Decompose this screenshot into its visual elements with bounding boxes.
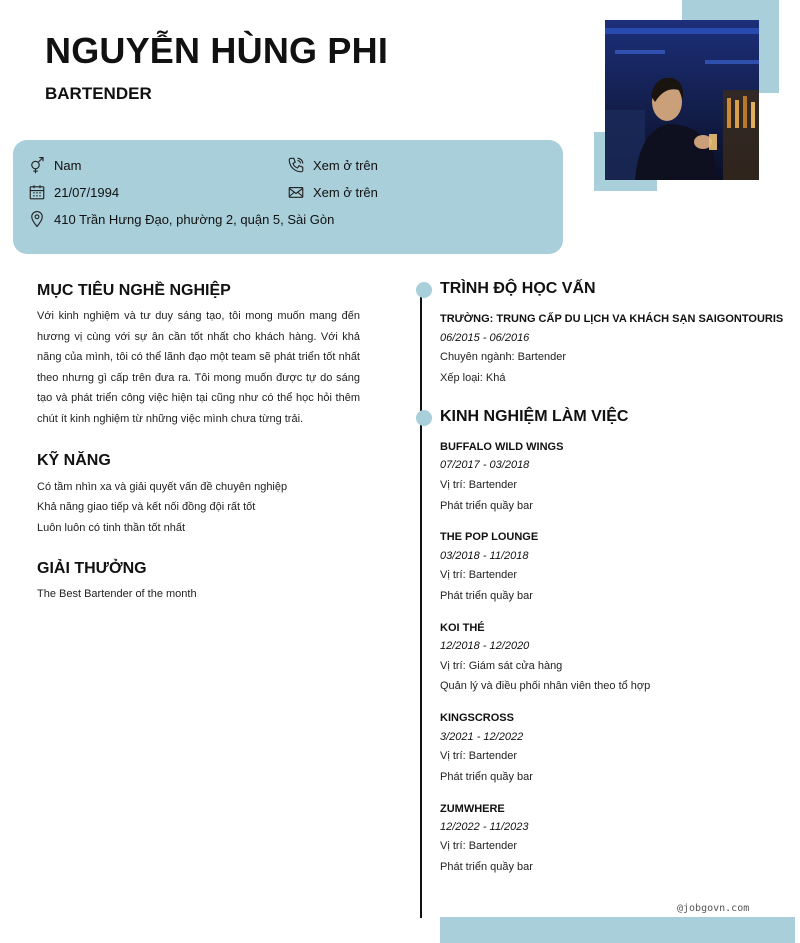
award-item: The Best Bartender of the month bbox=[37, 588, 197, 600]
job-title: BARTENDER bbox=[45, 84, 152, 103]
gender-value: Nam bbox=[54, 157, 82, 173]
education-heading: TRÌNH ĐỘ HỌC VẤN bbox=[440, 280, 596, 297]
profile-photo bbox=[605, 20, 759, 180]
job-period: 07/2017 - 03/2018 bbox=[440, 459, 530, 471]
gender-row bbox=[28, 156, 81, 174]
footer-accent-bar bbox=[440, 917, 795, 943]
job-period: 12/2018 - 12/2020 bbox=[440, 640, 530, 652]
job-period: 3/2021 - 12/2022 bbox=[440, 731, 524, 743]
address-row bbox=[28, 210, 334, 228]
job-company: KINGSCROSS bbox=[440, 712, 514, 724]
skills-heading: KỸ NĂNG bbox=[37, 452, 111, 469]
skill-item: Có tầm nhìn xa và giải quyết vấn đề chuyên nghiệp bbox=[37, 481, 288, 493]
job-duty: Quản lý và điều phối nhân viên theo tổ hợp bbox=[440, 680, 651, 692]
phone-value: Xem ở trên bbox=[313, 157, 378, 173]
gender-icon bbox=[28, 156, 46, 174]
job-company: KOI THÉ bbox=[440, 622, 485, 634]
phone-icon bbox=[287, 156, 305, 174]
skill-item: Khả năng giao tiếp và kết nối đồng đội rất tốt bbox=[37, 501, 256, 513]
watermark: @jobgovn.com bbox=[677, 903, 750, 914]
education-major: Chuyên ngành: Bartender bbox=[440, 351, 566, 363]
birthdate-value: 21/07/1994 bbox=[54, 184, 120, 200]
job-company: BUFFALO WILD WINGS bbox=[440, 441, 564, 453]
objective-text: Với kinh nghiệm và tư duy sáng tạo, tôi mong muốn mang đến hương vị cùng với sự ân cần tốt nhất cho khách hàng. Với khả năng của mình, tôi có thể lãnh đạo một team sẽ phát triển tốt nhất theo nhưng gì cấp trên đưa ra. Tôi mong muốn được tự do sáng tạo và phát triển công việc hiện tại cũng như có thể học hỏi thêm chút ít kinh nghiệm từ những việc mình chưa từng trải. bbox=[37, 310, 360, 425]
location-pin-icon bbox=[28, 210, 46, 228]
school-name: TRƯỜNG: TRUNG CẤP DU LỊCH VA KHÁCH SẠN SAIGONTOURIS bbox=[440, 313, 784, 325]
skill-item: Luôn luôn có tinh thần tốt nhất bbox=[37, 522, 186, 534]
job-duty: Phát triển quầy bar bbox=[440, 771, 533, 783]
email-row bbox=[287, 183, 378, 201]
phone-row bbox=[287, 156, 378, 174]
job-position: Vị trí: Giám sát cửa hàng bbox=[440, 660, 563, 672]
timeline-dot-education bbox=[416, 282, 432, 298]
job-duty: Phát triển quầy bar bbox=[440, 500, 533, 512]
timeline-line bbox=[420, 296, 422, 918]
candidate-name: NGUYỄN HÙNG PHI bbox=[45, 30, 389, 71]
job-position: Vị trí: Bartender bbox=[440, 750, 518, 762]
education-period: 06/2015 - 06/2016 bbox=[440, 332, 530, 344]
job-company: THE POP LOUNGE bbox=[440, 531, 539, 543]
contact-info-box bbox=[13, 140, 563, 254]
job-duty: Phát triển quầy bar bbox=[440, 590, 533, 602]
timeline-dot-experience bbox=[416, 410, 432, 426]
job-period: 03/2018 - 11/2018 bbox=[440, 550, 529, 562]
birthdate-row bbox=[28, 183, 119, 201]
calendar-icon bbox=[28, 183, 46, 201]
education-grade: Xếp loại: Khá bbox=[440, 372, 506, 384]
address-value: 410 Trần Hưng Đạo, phường 2, quận 5, Sài Gòn bbox=[54, 211, 335, 227]
objective-heading: MỤC TIÊU NGHỀ NGHIỆP bbox=[37, 282, 231, 299]
job-period: 12/2022 - 11/2023 bbox=[440, 821, 529, 833]
email-value: Xem ở trên bbox=[313, 184, 378, 200]
awards-heading: GIẢI THƯỞNG bbox=[37, 560, 147, 577]
envelope-icon bbox=[287, 183, 305, 201]
job-position: Vị trí: Bartender bbox=[440, 479, 518, 491]
job-position: Vị trí: Bartender bbox=[440, 840, 518, 852]
experience-heading: KINH NGHIỆM LÀM VIỆC bbox=[440, 408, 629, 425]
job-company: ZUMWHERE bbox=[440, 803, 505, 815]
job-position: Vị trí: Bartender bbox=[440, 569, 518, 581]
job-duty: Phát triển quầy bar bbox=[440, 861, 533, 873]
